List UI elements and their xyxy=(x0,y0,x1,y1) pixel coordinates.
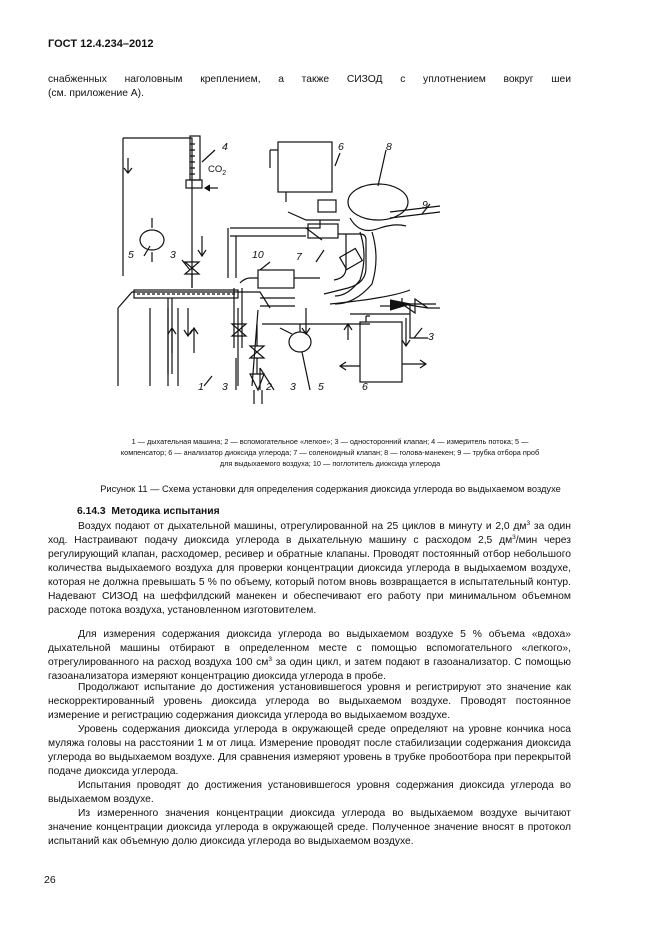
label-9: 9 xyxy=(422,199,428,211)
section-number: 6.14.3 xyxy=(77,506,106,517)
figure-11-diagram xyxy=(110,128,550,410)
label-1: 1 xyxy=(198,381,204,393)
paragraph-3: Продолжают испытание до достижения установившегося уровня и регистрируют это значение как нескорректированный уровень диоксида углерода во выдыхаемом воздухе. Проводят постоянное измерение и регистрацию содержания диоксида углерода во выдыхаемом воздухе. xyxy=(48,682,571,721)
intro-line-1: снабженных наголовным креплением, а также СИЗОД с уплотнением вокруг шеи xyxy=(48,74,571,85)
legend-line: для выдыхаемого воздуха; 10 — поглотитель диоксида углерода xyxy=(219,459,441,468)
intro-line-2: (см. приложение А). xyxy=(48,88,144,99)
label-5: 5 xyxy=(128,249,134,261)
label-2: 2 xyxy=(266,381,272,393)
section-heading xyxy=(77,506,220,517)
figure-caption: Рисунок 11 — Схема установки для определения содержания диоксида углерода во выдыхаемом воздухе xyxy=(100,484,561,494)
label-6: 6 xyxy=(338,141,344,153)
label-3d: 3 xyxy=(428,331,434,343)
section-title: Методика испытания xyxy=(111,506,220,517)
label-3c: 3 xyxy=(290,381,296,393)
figure-legend xyxy=(40,436,620,469)
label-4: 4 xyxy=(222,141,228,153)
co2-label: $CO_2$ xyxy=(208,164,227,177)
label-6b: 6 xyxy=(362,381,368,393)
paragraph-2: Для измерения содержания диоксида углерода во выдыхаемом воздухе 5 % объема «вдоха» дыхательной машины отбирают в определенном месте с помощью вспомогательного «легкого», отрегулированного на расход воздуха 100 $см^3$ за один цикл, и затем подают в газоанализатор. С помощью газоанализатора измеряют концентрацию диоксида углерода в пробе. xyxy=(48,629,571,682)
label-7: 7 xyxy=(296,251,302,263)
label-3b: 3 xyxy=(222,381,228,393)
paragraph-4: Уровень содержания диоксида углерода в окружающей среде определяют на уровне кончика носа муляжа головы на расстоянии 1 м от лица. Измерение проводят после стабилизации содержания диоксида углерода во выдыхаемом воздухе. Для сравнения измеряют уровень в трубке пробоотбора при перекрытой подаче диоксида углерода. xyxy=(48,724,571,777)
paragraph-1: Воздух подают от дыхательной машины, отрегулированной на 25 циклов в минуту и 2,0 $дм^3$ за один ход. Настраивают подачу диоксида углерода в дыхательную машину с расходом 2,5 $дм^3$/мин через регулирующий клапан, расходомер, ресивер и обратные клапаны. Проводят постоянный отбор небольшого количества выдыхаемого воздуха для проверки концентрации диоксида углерода в выдыхаемом воздухе, которая не должна превышать 5 % по объему, который потом вновь возвращается в испытательный контур. Надевают СИЗОД на шеффилдский манекен и обеспечивают его работу при минимальном объемном расходе потока воздуха, установленном изготовителем. xyxy=(48,520,571,616)
paragraph-6: Из измеренного значения концентрации диоксида углерода во выдыхаемом воздухе вычитают значение концентрации диоксида углерода в окружающей среде. Полученное значение вносят в протокол испытаний как объемную долю диоксида углерода во выдыхаемом воздухе. xyxy=(48,808,571,847)
label-10: 10 xyxy=(252,249,264,261)
page-number: 26 xyxy=(44,874,56,886)
legend-line: 1 — дыхательная машина; 2 — вспомогательное «легкое»; 3 — односторонний клапан; 4 — измеритель потока; 5 — xyxy=(131,437,529,446)
paragraph-5: Испытания проводят до достижения установившегося уровня содержания диоксида углерода во выдыхаемом воздухе. xyxy=(48,780,571,805)
label-3: 3 xyxy=(170,249,176,261)
label-8: 8 xyxy=(386,141,392,153)
label-5b: 5 xyxy=(318,381,324,393)
document-header: ГОСТ 12.4.234–2012 xyxy=(48,38,154,50)
legend-line: компенсатор; 6 — анализатор диоксида углерода; 7 — соленоидный клапан; 8 — голова-манекен; 9 — трубка отбора проб xyxy=(120,448,540,457)
